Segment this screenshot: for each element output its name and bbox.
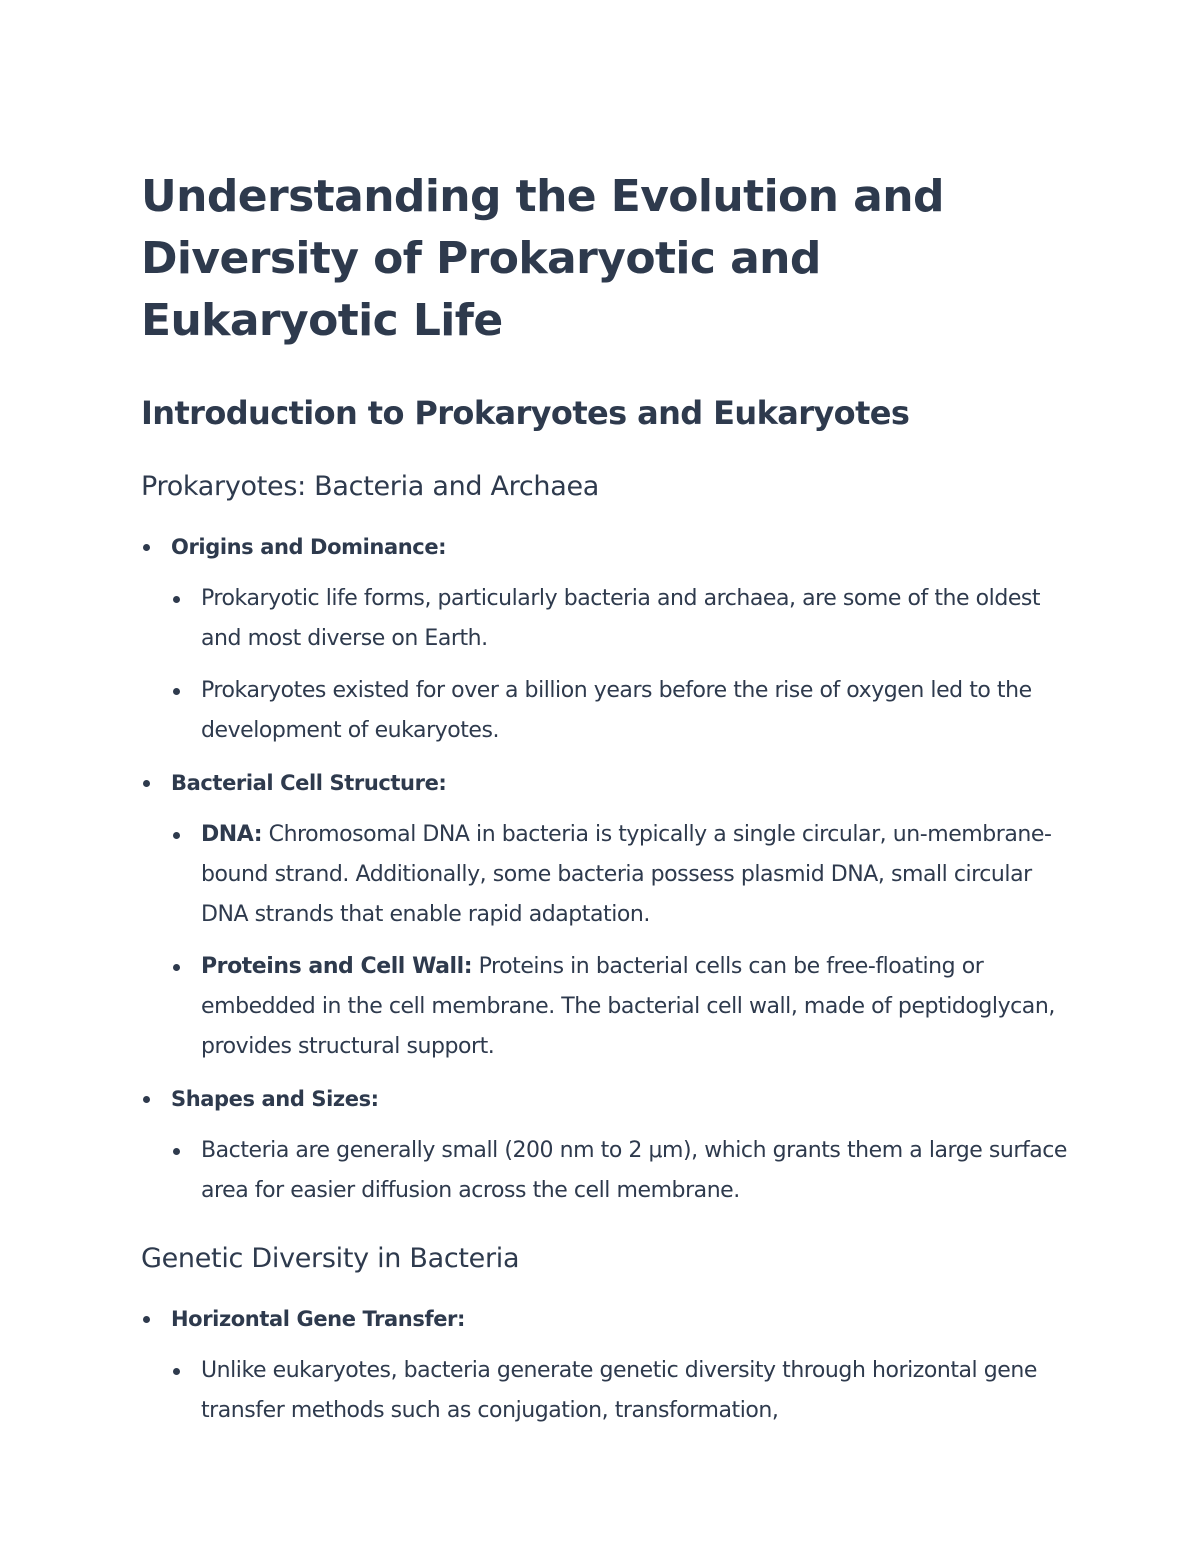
bullet-icon (173, 596, 180, 603)
sub-list-item (171, 671, 1076, 751)
subsection-heading-genetic-diversity: Genetic Diversity in Bacteria (141, 1243, 520, 1274)
sub-list-item-text: Prokaryotes existed for over a billion years before the rise of oxygen led to the development of eukaryotes. (201, 678, 1032, 743)
bullet-icon (173, 1368, 180, 1375)
list-item-origins (141, 527, 1076, 751)
list-item-label: Origins and Dominance: (171, 535, 447, 559)
list-item-cell-structure (141, 763, 1076, 1067)
bullet-icon (173, 1148, 180, 1155)
list-item-label: Horizontal Gene Transfer: (171, 1307, 465, 1331)
sub-list (171, 579, 1076, 751)
sub-list-item (171, 1351, 1076, 1431)
sub-list-item (171, 1131, 1076, 1211)
bullet-icon (143, 780, 150, 787)
list-item-horizontal-gene-transfer (141, 1299, 1076, 1431)
bullet-icon (143, 1096, 150, 1103)
sub-list-item-text: Chromosomal DNA in bacteria is typically a single circular, un-membrane-bound strand. Additionally, some bacteria possess plasmid DNA, small circular DNA strands that enable rapid adaptation. (201, 822, 1052, 927)
term-proteins-cell-wall: Proteins and Cell Wall: (201, 954, 473, 979)
sub-list-item-text: Unlike eukaryotes, bacteria generate genetic diversity through horizontal gene transfer methods such as conjugation, transformation, (201, 1358, 1037, 1423)
sub-list (171, 1131, 1076, 1211)
bullet-icon (173, 688, 180, 695)
genetic-diversity-list (141, 1299, 1076, 1431)
list-item-label: Shapes and Sizes: (171, 1087, 379, 1111)
list-item-shapes-sizes (141, 1079, 1076, 1211)
term-dna: DNA: (201, 822, 263, 847)
sub-list-item-text: Proteins in bacterial cells can be free-floating or embedded in the cell membrane. The bacterial cell wall, made of peptidoglycan, provides structural support. (201, 954, 1055, 1059)
sub-list-item (171, 815, 1076, 935)
bullet-icon (173, 832, 180, 839)
bullet-icon (143, 1316, 150, 1323)
bullet-icon (173, 964, 180, 971)
sub-list-item-text: Bacteria are generally small (200 nm to 2 μm), which grants them a large surface area for easier diffusion across the cell membrane. (201, 1138, 1068, 1203)
sub-list (171, 815, 1076, 1067)
sub-list (171, 1351, 1076, 1431)
document-page (141, 166, 1076, 1443)
sub-list-item (171, 947, 1076, 1067)
subsection-heading-prokaryotes: Prokaryotes: Bacteria and Archaea (141, 471, 600, 502)
list-item-label: Bacterial Cell Structure: (171, 771, 447, 795)
bullet-icon (143, 544, 150, 551)
document-title: Understanding the Evolution and Diversity of Prokaryotic and Eukaryotic Life (141, 171, 944, 346)
sub-list-item (171, 579, 1076, 659)
sub-list-item-text: Prokaryotic life forms, particularly bacteria and archaea, are some of the oldest and most diverse on Earth. (201, 586, 1041, 651)
prokaryotes-list (141, 527, 1076, 1211)
section-heading-introduction: Introduction to Prokaryotes and Eukaryotes (141, 394, 910, 432)
